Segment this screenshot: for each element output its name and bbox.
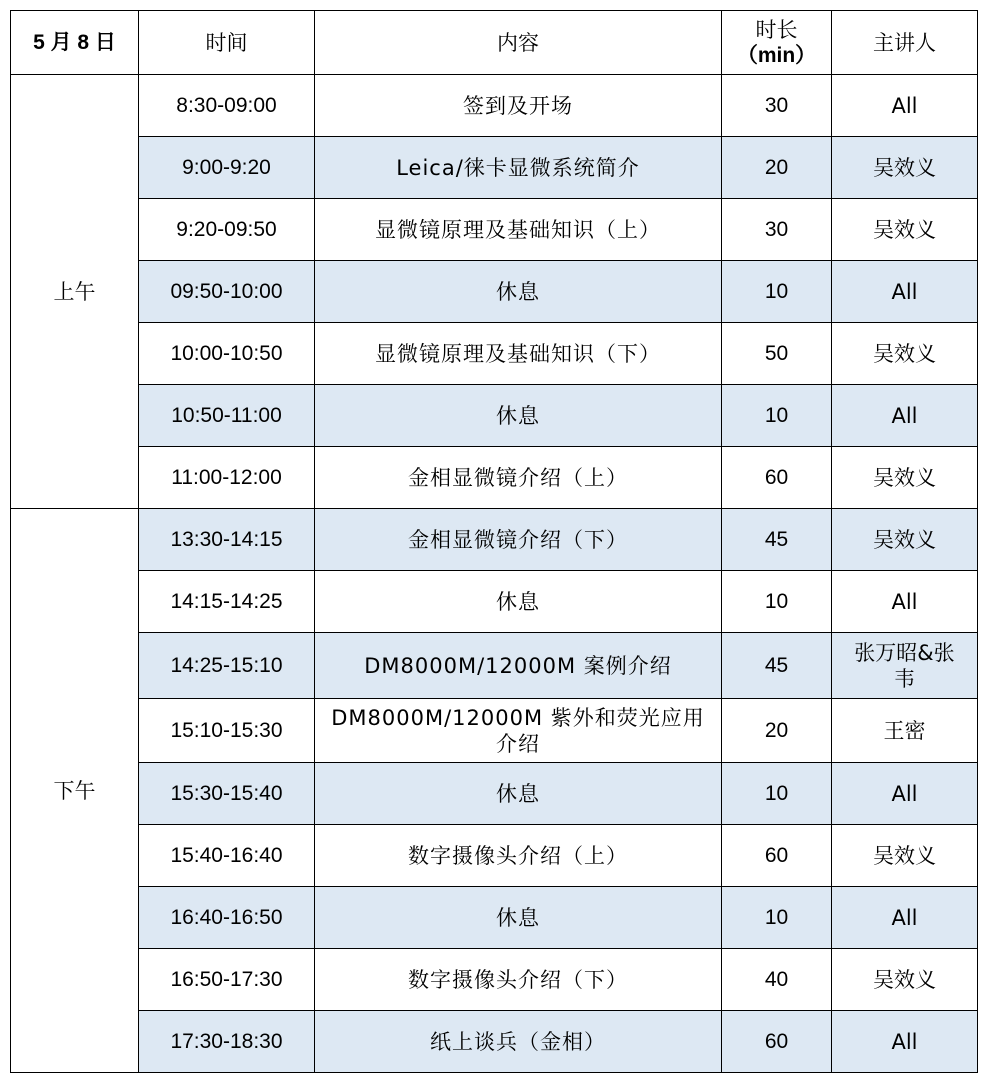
row-time: 14:25-15:10	[139, 633, 315, 699]
row-duration: 60	[722, 825, 832, 887]
header-speaker: 主讲人	[832, 11, 978, 75]
row-time: 8:30-09:00	[139, 75, 315, 137]
row-duration: 60	[722, 1011, 832, 1073]
row-speaker: 王密	[832, 699, 978, 763]
row-time: 15:40-16:40	[139, 825, 315, 887]
table-row	[11, 199, 978, 261]
row-duration: 45	[722, 509, 832, 571]
row-content: 显微镜原理及基础知识（下）	[315, 323, 722, 385]
row-speaker: All	[832, 571, 978, 633]
table-row	[11, 261, 978, 323]
row-content: 签到及开场	[315, 75, 722, 137]
row-time: 15:30-15:40	[139, 763, 315, 825]
row-content: 金相显微镜介绍（下）	[315, 509, 722, 571]
table-row	[11, 1011, 978, 1073]
row-speaker: All	[832, 763, 978, 825]
row-speaker: 吴效义	[832, 949, 978, 1011]
row-speaker: 吴效义	[832, 199, 978, 261]
row-time: 17:30-18:30	[139, 1011, 315, 1073]
row-duration: 30	[722, 75, 832, 137]
row-content: 数字摄像头介绍（下）	[315, 949, 722, 1011]
row-time: 15:10-15:30	[139, 699, 315, 763]
table-row	[11, 75, 978, 137]
row-speaker: 张万昭&张韦	[832, 633, 978, 699]
row-time: 16:50-17:30	[139, 949, 315, 1011]
row-content: 休息	[315, 571, 722, 633]
row-content: Leica/徕卡显微系统简介	[315, 137, 722, 199]
table-row	[11, 571, 978, 633]
table-row	[11, 699, 978, 763]
row-content: 纸上谈兵（金相）	[315, 1011, 722, 1073]
table-row	[11, 509, 978, 571]
table-row	[11, 323, 978, 385]
header-duration-line2: （min）	[736, 43, 817, 67]
row-time: 09:50-10:00	[139, 261, 315, 323]
row-content: DM8000M/12000M 案例介绍	[315, 633, 722, 699]
row-speaker: 吴效义	[832, 509, 978, 571]
table-row	[11, 763, 978, 825]
row-speaker: 吴效义	[832, 137, 978, 199]
row-duration: 50	[722, 323, 832, 385]
row-time: 14:15-14:25	[139, 571, 315, 633]
row-speaker: All	[832, 261, 978, 323]
row-duration: 60	[722, 447, 832, 509]
row-duration: 45	[722, 633, 832, 699]
row-content: 休息	[315, 887, 722, 949]
row-duration: 20	[722, 699, 832, 763]
header-duration-line1: 时长	[755, 17, 798, 42]
row-duration: 20	[722, 137, 832, 199]
table-row	[11, 385, 978, 447]
row-duration: 40	[722, 949, 832, 1011]
row-content: 金相显微镜介绍（上）	[315, 447, 722, 509]
row-content: 休息	[315, 261, 722, 323]
row-time: 11:00-12:00	[139, 447, 315, 509]
header-row	[11, 11, 978, 75]
row-content: 休息	[315, 385, 722, 447]
row-duration: 30	[722, 199, 832, 261]
row-speaker: All	[832, 75, 978, 137]
header-duration	[722, 11, 832, 75]
row-duration: 10	[722, 887, 832, 949]
schedule-table	[10, 10, 978, 1073]
row-duration: 10	[722, 763, 832, 825]
table-row	[11, 887, 978, 949]
session-afternoon: 下午	[11, 509, 139, 1073]
row-content: 显微镜原理及基础知识（上）	[315, 199, 722, 261]
row-time: 9:20-09:50	[139, 199, 315, 261]
row-time: 16:40-16:50	[139, 887, 315, 949]
row-time: 9:00-9:20	[139, 137, 315, 199]
row-duration: 10	[722, 261, 832, 323]
row-time: 10:50-11:00	[139, 385, 315, 447]
row-time: 10:00-10:50	[139, 323, 315, 385]
header-time: 时间	[139, 11, 315, 75]
row-speaker: 吴效义	[832, 825, 978, 887]
row-duration: 10	[722, 385, 832, 447]
table-row	[11, 949, 978, 1011]
row-speaker: 吴效义	[832, 323, 978, 385]
row-content: DM8000M/12000M 紫外和荧光应用介绍	[315, 699, 722, 763]
table-row	[11, 137, 978, 199]
row-time: 13:30-14:15	[139, 509, 315, 571]
header-content: 内容	[315, 11, 722, 75]
row-content: 休息	[315, 763, 722, 825]
row-duration: 10	[722, 571, 832, 633]
row-speaker: All	[832, 385, 978, 447]
row-speaker: All	[832, 887, 978, 949]
schedule-wrapper	[10, 10, 978, 1073]
table-row	[11, 825, 978, 887]
table-row	[11, 447, 978, 509]
header-date: 5 月 8 日	[11, 11, 139, 75]
session-morning: 上午	[11, 75, 139, 509]
row-speaker: 吴效义	[832, 447, 978, 509]
row-content: 数字摄像头介绍（上）	[315, 825, 722, 887]
row-speaker: All	[832, 1011, 978, 1073]
table-row	[11, 633, 978, 699]
